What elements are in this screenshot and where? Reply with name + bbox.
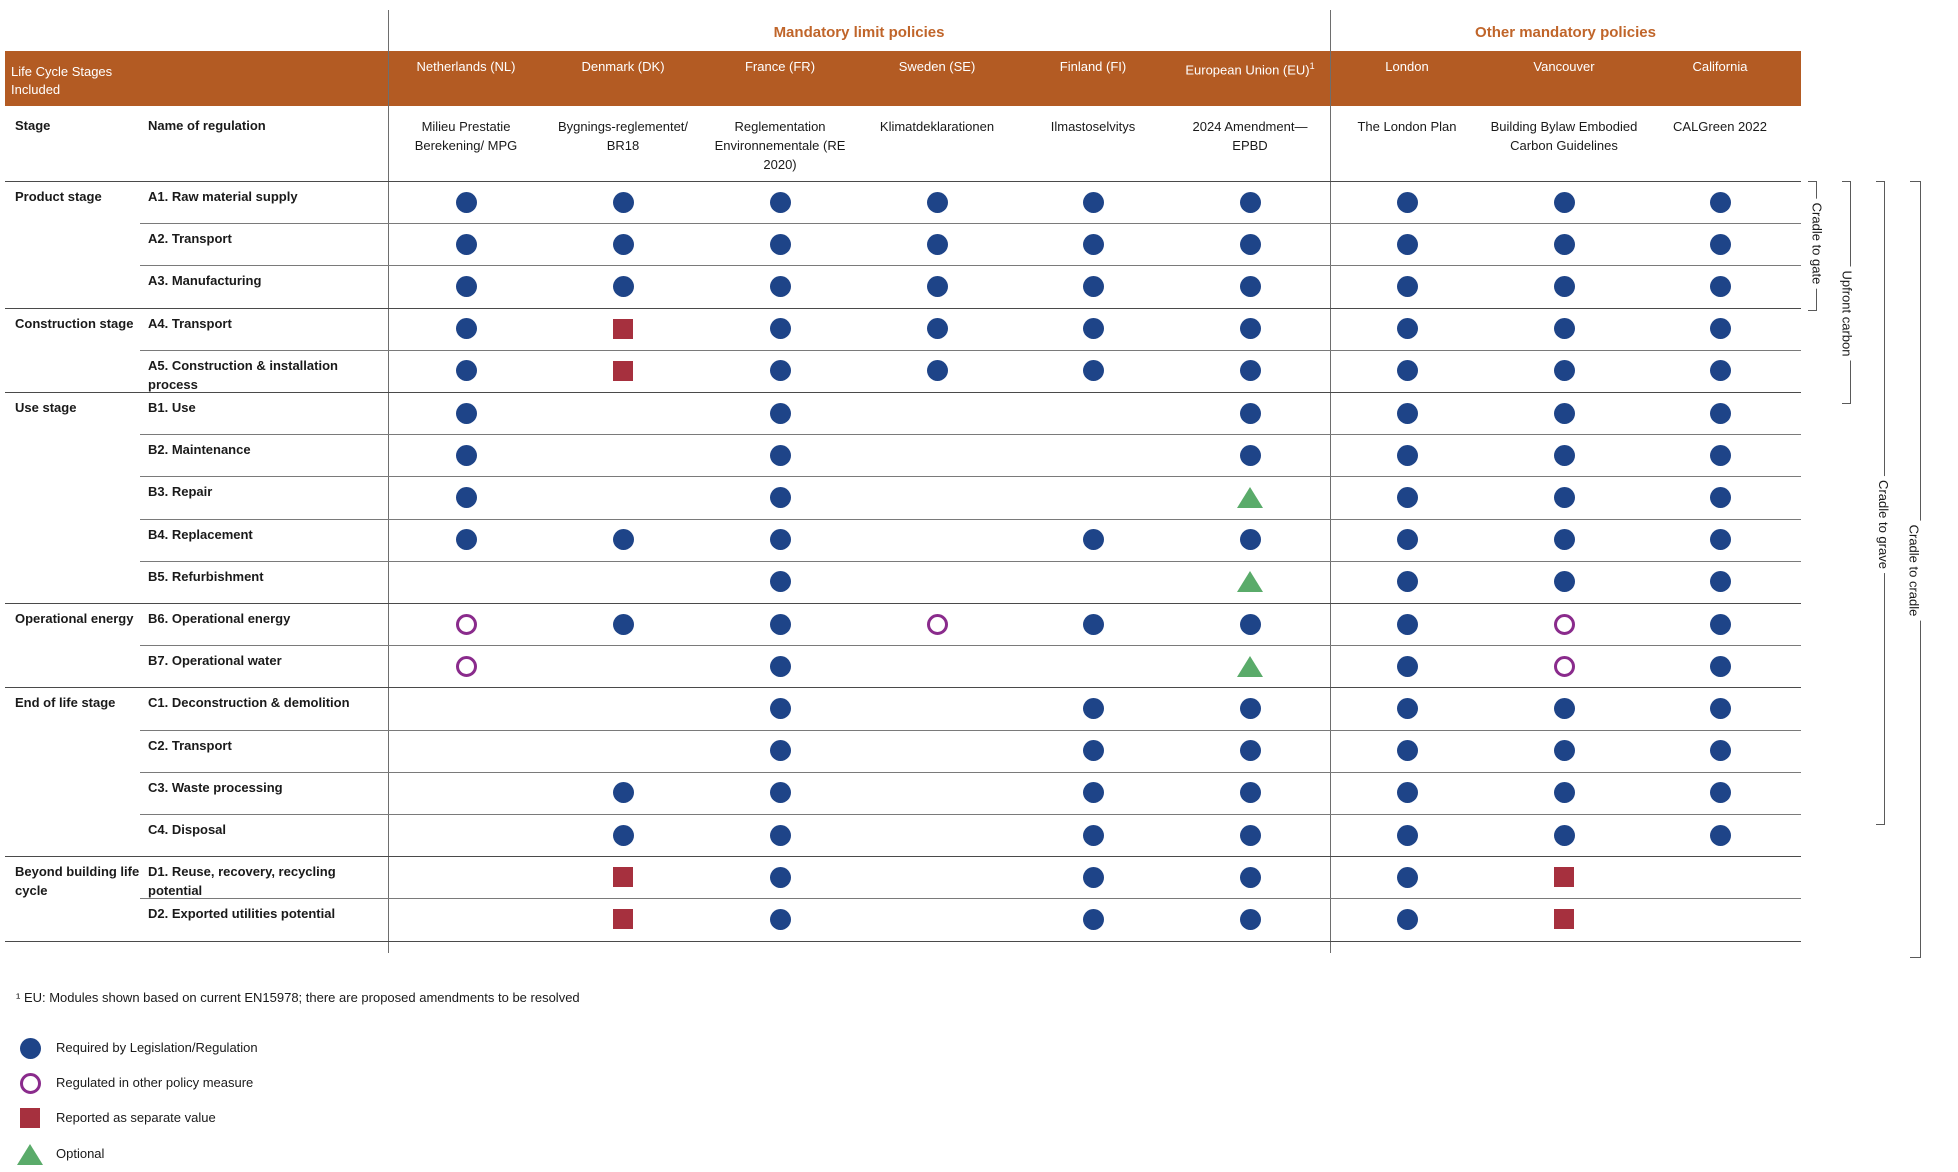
legend-label: Regulated in other policy measure [56,1075,254,1090]
column-name: Denmark (DK) [581,59,665,74]
required-marker [770,825,791,846]
module-label: B2. Maintenance [148,442,251,458]
required-marker [1710,698,1731,719]
separate-value-marker [1554,867,1574,887]
module-label: A4. Transport [148,315,232,331]
required-marker [1397,403,1418,424]
required-marker [1083,740,1104,761]
stage-divider [5,392,1801,393]
required-marker [1240,276,1261,297]
required-marker [1554,403,1575,424]
required-marker [1397,698,1418,719]
required-marker [456,403,477,424]
module-label: C1. Deconstruction & demolition [148,695,350,711]
module-label: B4. Replacement [148,526,253,542]
required-marker [1240,318,1261,339]
required-marker [927,234,948,255]
required-marker [1240,698,1261,719]
required-marker [1554,192,1575,213]
required-marker [1710,360,1731,381]
regulation-name: Reglementation Environnementale (RE 2020) [714,119,846,172]
required-marker [770,782,791,803]
required-marker [1397,867,1418,888]
required-marker [1710,740,1731,761]
column-name: London [1385,59,1429,74]
column-name: Netherlands (NL) [416,59,516,74]
cradle-to-gate-label: Cradle to gate [1809,199,1824,289]
required-marker [1083,825,1104,846]
required-marker [1083,192,1104,213]
required-marker [1240,445,1261,466]
required-marker [1397,782,1418,803]
required-marker [613,782,634,803]
required-marker [1240,360,1261,381]
required-marker [1554,782,1575,803]
column-name: Vancouver [1533,59,1595,74]
stage-divider [5,856,1801,857]
required-marker [1083,360,1104,381]
column-header [1489,58,1639,75]
regulation-name-column-header: Name of regulation [148,118,266,133]
required-marker [770,360,791,381]
required-marker [20,1038,41,1059]
required-marker [456,276,477,297]
module-label: D1. Reuse, recovery, recycling potential [148,864,336,899]
separate-value-marker [20,1108,40,1128]
required-marker [1240,867,1261,888]
stage-label: Beyond building life cycle [15,864,140,899]
stage-divider [5,308,1801,309]
separate-value-marker [613,867,633,887]
other-policy-marker [20,1073,41,1094]
stage-divider [5,687,1801,688]
row-divider [140,519,1801,520]
required-marker [1083,318,1104,339]
separate-value-marker [613,361,633,381]
required-marker [770,276,791,297]
column-header [391,58,541,75]
required-marker [613,234,634,255]
required-marker [1554,276,1575,297]
module-label: B7. Operational water [148,653,282,669]
row-divider [140,772,1801,773]
stage-column-header: Stage [15,118,51,133]
regulation-name: Bygnings-reglementet/ BR18 [557,119,689,153]
required-marker [1710,192,1731,213]
other-policy-marker [456,614,477,635]
required-marker [1554,740,1575,761]
required-marker [1710,571,1731,592]
required-marker [456,234,477,255]
required-marker [770,529,791,550]
required-marker [613,529,634,550]
required-marker [1710,782,1731,803]
required-marker [1397,614,1418,635]
required-marker [1554,234,1575,255]
other-policy-marker [1554,614,1575,635]
required-marker [1397,318,1418,339]
required-marker [1083,909,1104,930]
other-policy-marker [1554,656,1575,677]
module-label: A2. Transport [148,231,232,247]
required-marker [1083,276,1104,297]
group-title-other-mandatory: Other mandatory policies [1475,24,1656,41]
column-header [1332,58,1482,75]
module-label: B6. Operational energy [148,611,291,626]
stage-label: End of life stage [15,695,116,711]
required-marker [456,192,477,213]
required-marker [927,192,948,213]
required-marker [770,445,791,466]
row-divider [140,476,1801,477]
required-marker [770,698,791,719]
upfront-carbon-label: Upfront carbon [1840,267,1855,361]
required-marker [613,192,634,213]
column-header [1645,58,1795,75]
module-label: B5. Refurbishment [148,568,264,584]
regulation-name: Building Bylaw Embodied Carbon Guidelines [1490,119,1638,153]
required-marker [456,487,477,508]
required-marker [456,529,477,550]
required-marker [770,403,791,424]
required-marker [1554,825,1575,846]
regulation-name: Ilmastoselvitys [1050,119,1136,134]
required-marker [1397,529,1418,550]
row-divider [140,898,1801,899]
required-marker [770,487,791,508]
column-header [862,58,1012,75]
group-divider [1330,10,1331,953]
optional-marker [1237,571,1263,592]
regulation-name: 2024 Amendment— EPBD [1192,119,1308,153]
module-label: C3. Waste processing [148,779,283,795]
required-marker [770,318,791,339]
stage-label: Construction stage [15,315,134,331]
required-marker [1710,529,1731,550]
required-marker [1240,909,1261,930]
required-marker [456,318,477,339]
required-marker [770,614,791,635]
required-marker [1397,740,1418,761]
other-policy-marker [927,614,948,635]
regulation-name: Milieu Prestatie Berekening/ MPG [414,119,518,153]
required-marker [1397,276,1418,297]
required-marker [1240,234,1261,255]
stage-divider [5,941,1801,942]
row-divider [140,265,1801,266]
regulation-name: Klimatdeklarationen [879,119,995,134]
column-header [1175,58,1325,78]
legend-label: Optional [56,1146,105,1161]
required-marker [613,276,634,297]
required-marker [1083,234,1104,255]
module-label: C4. Disposal [148,822,227,837]
required-marker [1083,529,1104,550]
column-header [705,58,855,75]
header-bottom-rule [5,181,1801,182]
separate-value-marker [1554,909,1574,929]
required-marker [1397,234,1418,255]
cradle-to-cradle-label: Cradle to cradle [1906,521,1921,621]
required-marker [770,234,791,255]
required-marker [927,276,948,297]
required-marker [1397,825,1418,846]
life-cycle-stages-label: Life Cycle Stages Included [11,64,113,97]
footnote-marker: 1 [1309,61,1315,71]
required-marker [1710,403,1731,424]
column-name: California [1692,59,1748,74]
group-divider [388,10,389,953]
optional-marker [1237,487,1263,508]
required-marker [1710,487,1731,508]
stage-label: Product stage [15,189,102,204]
required-marker [1710,614,1731,635]
required-marker [1397,360,1418,381]
column-name: Finland (FI) [1059,59,1127,74]
legend-label: Required by Legislation/Regulation [56,1040,258,1055]
other-policy-marker [456,656,477,677]
required-marker [1240,782,1261,803]
stage-label: Operational energy [15,611,134,626]
required-marker [1554,487,1575,508]
regulation-name: The London Plan [1357,119,1457,134]
required-marker [1554,445,1575,466]
required-marker [770,192,791,213]
required-marker [1397,571,1418,592]
required-marker [1083,614,1104,635]
required-marker [1397,487,1418,508]
column-header [548,58,698,75]
required-marker [1710,276,1731,297]
required-marker [456,445,477,466]
required-marker [1397,192,1418,213]
required-marker [1397,656,1418,677]
row-divider [140,645,1801,646]
required-marker [770,740,791,761]
group-title-mandatory-limit: Mandatory limit policies [773,24,945,41]
required-marker [927,318,948,339]
module-label: A3. Manufacturing [148,273,262,289]
required-marker [1397,909,1418,930]
required-marker [1240,825,1261,846]
required-marker [1710,445,1731,466]
required-marker [770,909,791,930]
column-name: European Union (EU) [1185,62,1310,78]
row-divider [140,814,1801,815]
row-divider [140,561,1801,562]
required-marker [1240,740,1261,761]
module-label: B3. Repair [148,484,213,500]
row-divider [140,350,1801,351]
column-name: Sweden (SE) [898,59,976,74]
column-header [1018,58,1168,75]
legend-label: Reported as separate value [56,1110,216,1125]
required-marker [613,614,634,635]
row-divider [140,223,1801,224]
required-marker [1240,192,1261,213]
required-marker [770,867,791,888]
optional-marker [17,1144,43,1165]
stage-divider [5,603,1801,604]
required-marker [1554,318,1575,339]
row-divider [140,434,1801,435]
cradle-to-grave-label: Cradle to grave [1876,476,1891,573]
required-marker [1240,614,1261,635]
required-marker [927,360,948,381]
module-label: A5. Construction & installation process [148,357,338,392]
module-label: C2. Transport [148,737,232,753]
stage-label: Use stage [15,400,77,415]
required-marker [770,571,791,592]
module-label: B1. Use [148,400,196,415]
footnote: ¹ EU: Modules shown based on current EN15978; there are proposed amendments to be resolved [16,990,580,1005]
required-marker [1710,656,1731,677]
module-label: D2. Exported utilities potential [148,906,336,922]
required-marker [1083,782,1104,803]
required-marker [1083,698,1104,719]
required-marker [1240,403,1261,424]
separate-value-marker [613,909,633,929]
required-marker [1554,360,1575,381]
required-marker [1710,318,1731,339]
required-marker [1554,698,1575,719]
separate-value-marker [613,319,633,339]
required-marker [613,825,634,846]
required-marker [456,360,477,381]
required-marker [1710,234,1731,255]
required-marker [1240,529,1261,550]
column-name: France (FR) [744,59,816,74]
module-label: A1. Raw material supply [148,189,298,204]
optional-marker [1237,656,1263,677]
required-marker [1083,867,1104,888]
row-divider [140,730,1801,731]
required-marker [1554,529,1575,550]
required-marker [1554,571,1575,592]
regulation-name: CALGreen 2022 [1673,119,1767,134]
required-marker [770,656,791,677]
required-marker [1710,825,1731,846]
required-marker [1397,445,1418,466]
